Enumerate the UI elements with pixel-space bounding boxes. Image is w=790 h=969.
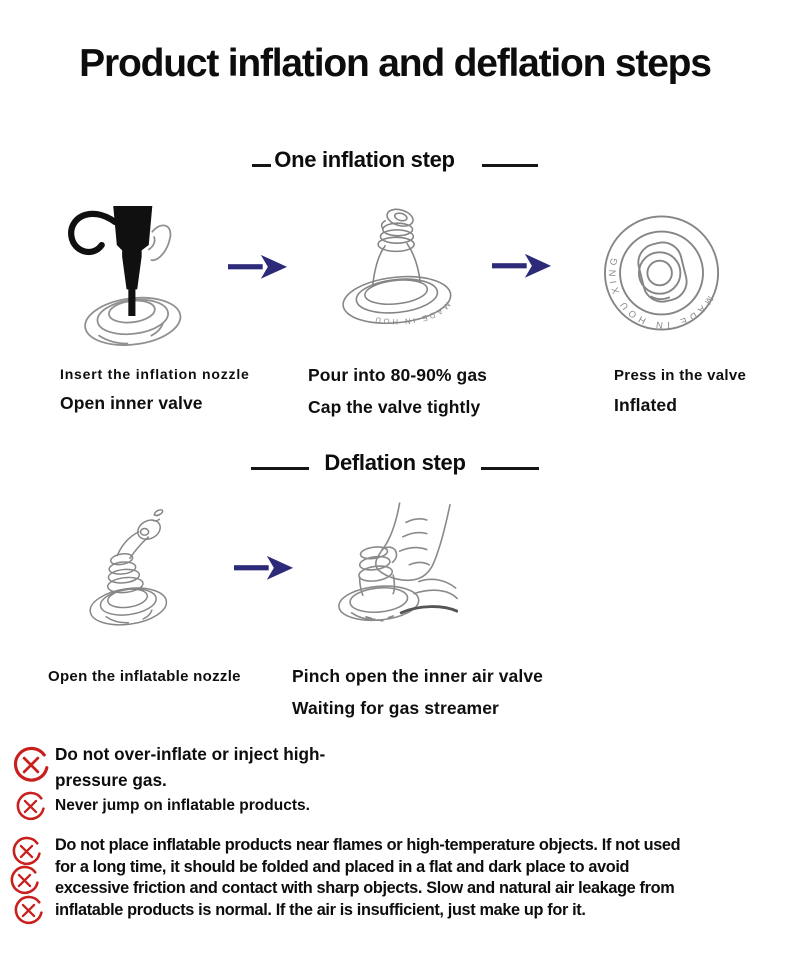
inflation-heading-text: One inflation step <box>274 147 455 172</box>
caption-pinch-valve <box>292 666 543 719</box>
warning-line: pressure gas. <box>55 769 167 790</box>
warning-line: Do not place inflatable products near flames or high-temperature objects. If not used <box>55 836 681 854</box>
warning-text-overinflate <box>55 742 325 793</box>
warning-text-storage-care <box>55 835 680 921</box>
caption-insert-nozzle <box>60 366 250 414</box>
caption-line: Insert the inflation nozzle <box>60 366 250 382</box>
no-crossed-circle-icon <box>13 895 44 926</box>
page-title: Product inflation and deflation steps <box>79 42 711 85</box>
warning-line: for a long time, it should be folded and placed in a flat and dark place to avoid <box>55 857 630 876</box>
deflation-heading-text: Deflation step <box>324 450 466 475</box>
illustration-valve-top-view <box>598 207 726 339</box>
deflation-section-heading <box>0 450 790 476</box>
no-crossed-circle-icon <box>11 836 42 867</box>
step-arrow-icon <box>492 251 552 281</box>
illustration-pinch-valve <box>326 500 458 640</box>
no-crossed-circle-icon <box>15 791 46 822</box>
illustration-insert-nozzle <box>60 203 202 359</box>
caption-open-nozzle <box>48 668 241 685</box>
pump-hose-shape <box>71 214 115 252</box>
caption-pour-gas <box>308 365 487 418</box>
svg-text:MADE IN HOU XING <box>606 253 716 331</box>
warning-line: inflatable products is normal. If the air is insufficient, just make up for it. <box>55 900 586 919</box>
illustration-open-nozzle <box>84 508 180 634</box>
warning-text-no-jumping <box>55 795 310 817</box>
caption-line: Cap the valve tightly <box>308 397 481 417</box>
no-crossed-circle-icon <box>9 865 40 896</box>
inflation-section-heading <box>0 147 790 173</box>
caption-line: Waiting for gas streamer <box>292 698 499 718</box>
caption-line: Pour into 80-90% gas <box>308 365 487 385</box>
heading-rule-left <box>251 467 309 470</box>
caption-line: Open the inflatable nozzle <box>48 668 241 685</box>
warning-line: excessive friction and contact with sharp objects. Slow and natural air leakage from <box>55 879 675 897</box>
caption-line: Open inner valve <box>60 393 203 413</box>
step-arrow-icon <box>234 553 294 583</box>
step-arrow-icon <box>228 252 288 282</box>
caption-press-valve <box>614 367 746 416</box>
warning-line: Do not over-inflate or inject high- <box>55 744 326 764</box>
warning-line: Never jump on inflatable products. <box>55 797 310 814</box>
no-crossed-circle-icon <box>12 746 50 784</box>
heading-rule-right <box>481 467 539 470</box>
caption-line: Inflated <box>614 395 678 415</box>
heading-rule-right <box>482 164 538 167</box>
caption-line: Pinch open the inner air valve <box>292 666 543 686</box>
valve-engraving-text: MADE IN HOU XING <box>606 252 717 332</box>
illustration-valve-capped <box>328 205 465 333</box>
heading-rule-left <box>252 164 271 167</box>
caption-line: Press in the valve <box>614 367 747 384</box>
valve-engraving-text: MADE IN HOU <box>372 300 453 327</box>
